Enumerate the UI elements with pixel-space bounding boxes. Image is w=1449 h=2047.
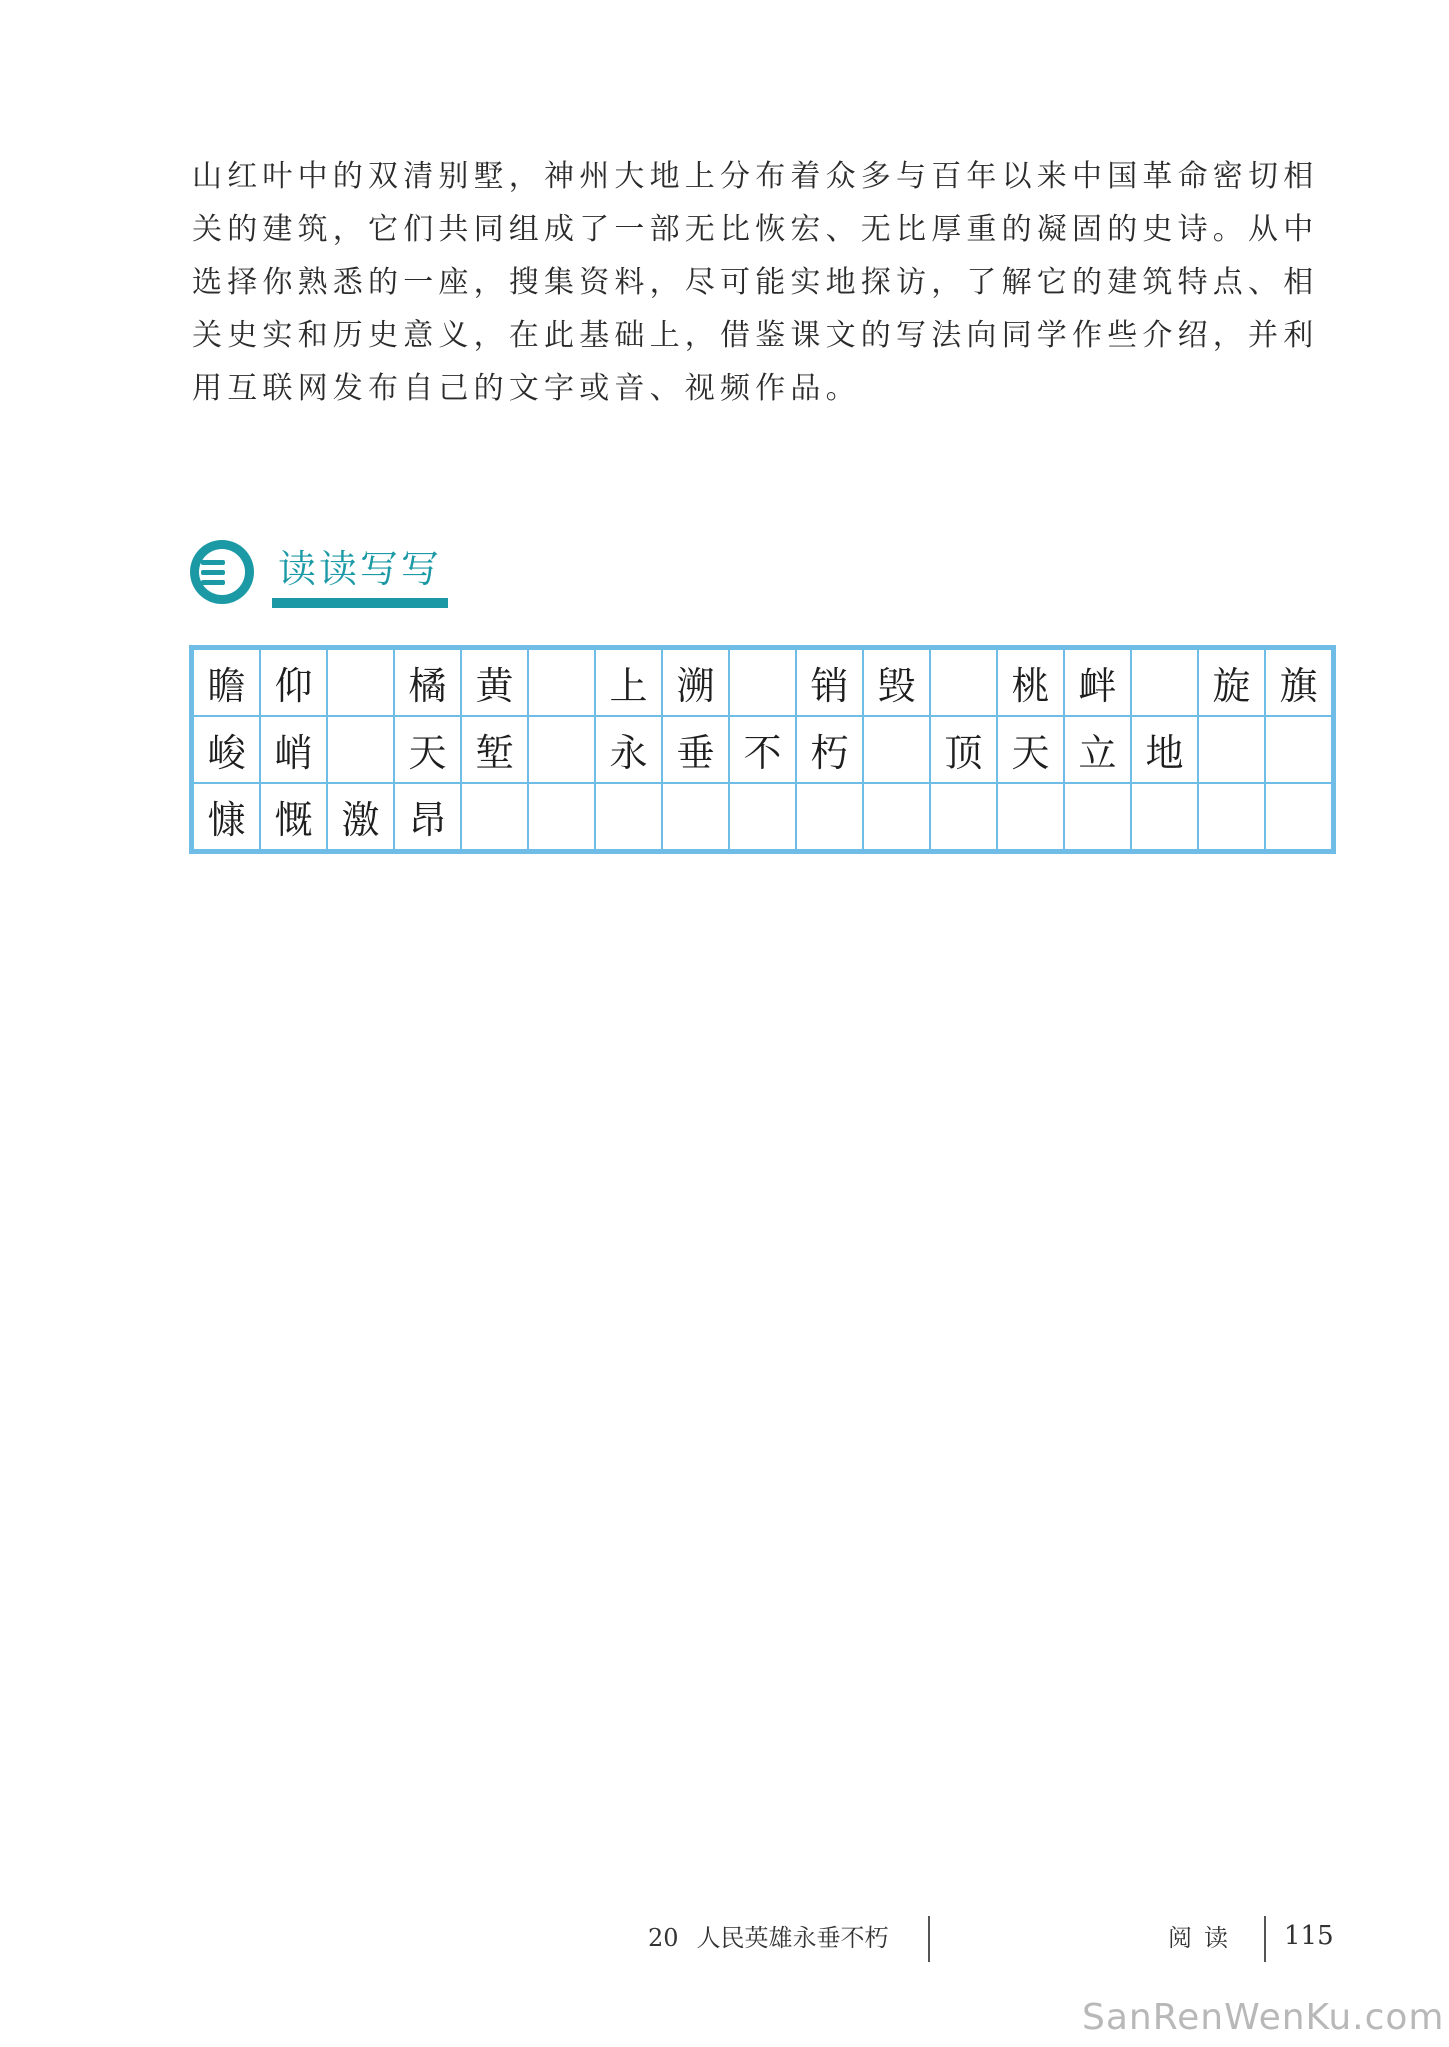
footer-lesson-number: 20	[648, 1924, 679, 1952]
list-lines-icon	[190, 540, 254, 604]
grid-row	[193, 716, 1332, 783]
section-title-underline	[272, 598, 448, 608]
footer-divider-left	[928, 1916, 930, 1962]
watermark: SanRenWenKu.com	[1082, 1997, 1445, 2038]
grid-cell: 销	[796, 649, 863, 716]
grid-cell: 地	[1131, 716, 1198, 783]
grid-cell	[729, 783, 796, 850]
paragraph-line-2: 关的建筑，它们共同组成了一部无比恢宏、无比厚重的凝固的史诗。从中	[192, 212, 1319, 247]
grid-cell: 顶	[930, 716, 997, 783]
paragraph-line-4: 关史实和历史意义，在此基础上，借鉴课文的写法向同学作些介绍，并利	[192, 318, 1319, 353]
grid-cell: 衅	[1064, 649, 1131, 716]
grid-cell: 黄	[461, 649, 528, 716]
grid-cell	[461, 783, 528, 850]
grid-cell: 天	[997, 716, 1064, 783]
grid-cell: 瞻	[193, 649, 260, 716]
grid-cell: 慷	[193, 783, 260, 850]
grid-cell	[327, 649, 394, 716]
grid-row	[193, 649, 1332, 716]
grid-cell	[595, 783, 662, 850]
grid-cell	[528, 716, 595, 783]
grid-cell: 朽	[796, 716, 863, 783]
grid-cell: 垂	[662, 716, 729, 783]
grid-cell	[863, 716, 930, 783]
character-grid	[192, 648, 1333, 851]
grid-cell: 上	[595, 649, 662, 716]
grid-cell	[327, 716, 394, 783]
grid-cell	[1265, 716, 1332, 783]
grid-cell	[528, 783, 595, 850]
grid-cell	[1131, 649, 1198, 716]
paragraph-line-1: 山红叶中的双清别墅，神州大地上分布着众多与百年以来中国革命密切相	[192, 159, 1319, 194]
body-paragraph	[192, 150, 1344, 415]
grid-cell: 溯	[662, 649, 729, 716]
grid-cell	[528, 649, 595, 716]
grid-cell	[930, 649, 997, 716]
grid-cell	[863, 783, 930, 850]
grid-cell	[796, 783, 863, 850]
grid-cell	[1198, 716, 1265, 783]
grid-cell: 旋	[1198, 649, 1265, 716]
grid-cell	[729, 649, 796, 716]
section-title: 读读写写	[278, 547, 443, 591]
paragraph-line-3: 选择你熟悉的一座，搜集资料，尽可能实地探访，了解它的建筑特点、相	[192, 265, 1319, 300]
grid-cell: 昂	[394, 783, 461, 850]
grid-cell	[930, 783, 997, 850]
section-heading	[190, 540, 460, 612]
grid-row	[193, 783, 1332, 850]
grid-cell	[1064, 783, 1131, 850]
grid-cell: 慨	[260, 783, 327, 850]
grid-cell	[997, 783, 1064, 850]
grid-cell: 仰	[260, 649, 327, 716]
grid-cell: 天	[394, 716, 461, 783]
grid-cell: 旗	[1265, 649, 1332, 716]
grid-cell: 激	[327, 783, 394, 850]
grid-cell	[662, 783, 729, 850]
grid-cell	[1198, 783, 1265, 850]
grid-cell: 堑	[461, 716, 528, 783]
paragraph-line-5: 用互联网发布自己的文字或音、视频作品。	[192, 371, 861, 406]
grid-cell: 不	[729, 716, 796, 783]
grid-cell: 橘	[394, 649, 461, 716]
footer-lesson	[648, 1918, 889, 1958]
grid-cell	[1131, 783, 1198, 850]
footer-section-name: 阅读	[1168, 1924, 1240, 1952]
footer-divider-right	[1264, 1916, 1266, 1962]
footer-lesson-title: 人民英雄永垂不朽	[696, 1924, 889, 1952]
grid-cell: 立	[1064, 716, 1131, 783]
grid-cell: 永	[595, 716, 662, 783]
grid-cell: 峻	[193, 716, 260, 783]
grid-cell: 毁	[863, 649, 930, 716]
grid-cell: 峭	[260, 716, 327, 783]
page-number: 115	[1284, 1921, 1334, 1951]
grid-cell	[1265, 783, 1332, 850]
grid-cell: 桃	[997, 649, 1064, 716]
